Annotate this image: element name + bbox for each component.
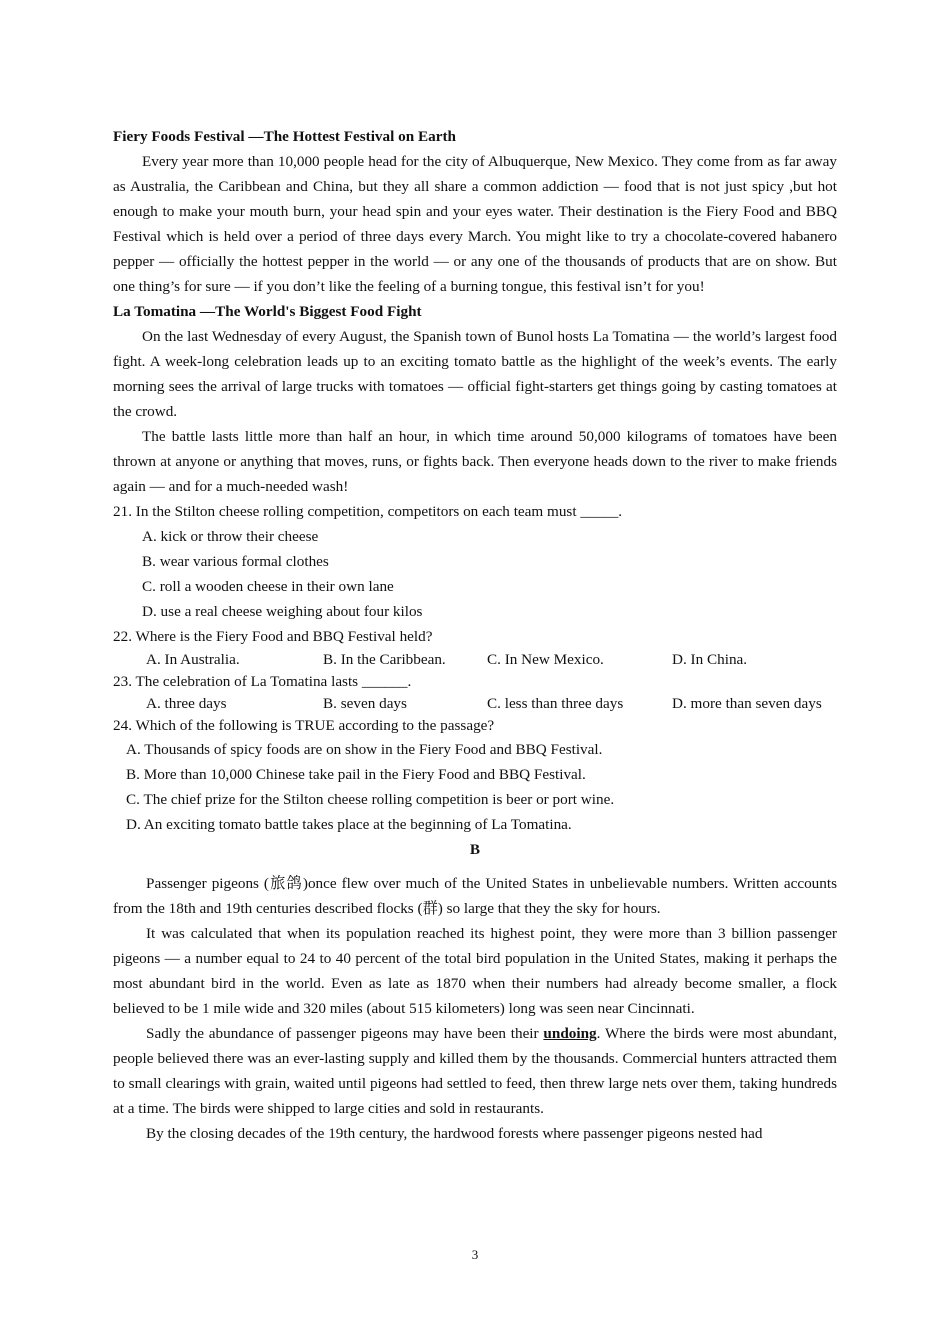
section-b-paragraph-3	[113, 1021, 837, 1121]
question-21-option-d: D. use a real cheese weighing about four kilos	[142, 603, 423, 620]
paragraph-3-text-after: . Where the birds were most abundant, people believed there was an ever-lasting supply and killed them by the thousands. Commercial hunters attracted them to small clearings with grain, waited until pigeons had settled to feed, then threw large nets over them, taking hundreds at a time. The birds were shipped to large cities and sold in restaurants.	[113, 1025, 837, 1117]
tomatina-paragraph-1: On the last Wednesday of every August, the Spanish town of Bunol hosts La Tomatina — the world’s largest food fight. A week-long celebration leads up to an exciting tomato battle as the highlight of the week’s events. The early morning sees the arrival of large trucks with tomatoes — official fight-starters get things going by casting tomatoes at the crowd.	[113, 328, 837, 420]
question-21-stem: 21. In the Stilton cheese rolling competition, competitors on each team must _____.	[113, 503, 623, 520]
question-21-option-a: A. kick or throw their cheese	[142, 528, 319, 545]
section-b-heading: B	[469, 841, 481, 858]
question-24-option-b: B. More than 10,000 Chinese take pail in the Fiery Food and BBQ Festival.	[126, 766, 586, 783]
question-22-option-b: B. In the Caribbean.	[323, 651, 446, 668]
question-22-option-a: A. In Australia.	[146, 651, 240, 668]
document-page	[113, 124, 837, 1146]
underlined-word-undoing: undoing	[543, 1025, 597, 1042]
question-22-stem: 22. Where is the Fiery Food and BBQ Festival held?	[113, 628, 433, 645]
question-23-options	[113, 693, 837, 715]
section-b-paragraph-4: By the closing decades of the 19th century, the hardwood forests where passenger pigeons nested had	[146, 1125, 763, 1142]
question-22-options	[113, 649, 837, 671]
question-21-option-c: C. roll a wooden cheese in their own lane	[142, 578, 394, 595]
question-23-option-a: A. three days	[146, 695, 227, 712]
question-22-option-d: D. In China.	[672, 651, 748, 668]
paragraph-3-text-before: Sadly the abundance of passenger pigeons may have been their	[146, 1025, 544, 1042]
fiery-festival-title: Fiery Foods Festival —The Hottest Festival on Earth	[113, 128, 456, 145]
section-b-paragraph-2: It was calculated that when its population reached its highest point, they were more than 3 billion passenger pigeons — a number equal to 24 to 40 percent of the total bird population in the United States, making it perhaps the most abundant bird in the world. Even as late as 1870 when their numbers had already become smaller, a flock believed to be 1 mile wide and 320 miles (about 515 kilometers) long was seen near Cincinnati.	[113, 925, 837, 1017]
question-24-option-c: C. The chief prize for the Stilton cheese rolling competition is beer or port wine.	[126, 791, 615, 808]
question-22-option-c: C. In New Mexico.	[487, 651, 604, 668]
question-24-option-a: A. Thousands of spicy foods are on show in the Fiery Food and BBQ Festival.	[126, 741, 603, 758]
tomatina-title: La Tomatina —The World's Biggest Food Fight	[113, 303, 422, 320]
question-24-option-d: D. An exciting tomato battle takes place at the beginning of La Tomatina.	[126, 816, 572, 833]
fiery-festival-paragraph: Every year more than 10,000 people head for the city of Albuquerque, New Mexico. They come from as far away as Australia, the Caribbean and China, but they all share a common addiction — food that is not just spicy ,but hot enough to make your mouth burn, your head spin and your eyes water. Their destination is the Fiery Food and BBQ Festival which is held over a period of three days every March. You might like to try a chocolate-covered habanero pepper — officially the hottest pepper in the world — or any one of the thousands of products that are on show. But one thing’s for sure — if you don’t like the feeling of a burning tongue, this festival isn’t for you!	[113, 153, 837, 295]
question-21-option-b: B. wear various formal clothes	[142, 553, 329, 570]
question-23-option-c: C. less than three days	[487, 695, 624, 712]
question-23-option-d: D. more than seven days	[672, 695, 822, 712]
question-23-option-b: B. seven days	[323, 695, 407, 712]
page-number: 3	[471, 1247, 479, 1262]
question-24-stem: 24. Which of the following is TRUE according to the passage?	[113, 717, 495, 734]
tomatina-paragraph-2: The battle lasts little more than half an hour, in which time around 50,000 kilograms of tomatoes have been thrown at anyone or anything that moves, runs, or fights back. Then everyone heads down to the river to make friends again — and for a much-needed wash!	[113, 428, 837, 495]
question-23-stem: 23. The celebration of La Tomatina lasts ______.	[113, 673, 412, 690]
section-b-paragraph-1: Passenger pigeons (旅鸽)once flew over much of the United States in unbelievable numbers. Written accounts from the 18th and 19th centuries described flocks (群) so large that they the sky for hours.	[113, 875, 837, 917]
